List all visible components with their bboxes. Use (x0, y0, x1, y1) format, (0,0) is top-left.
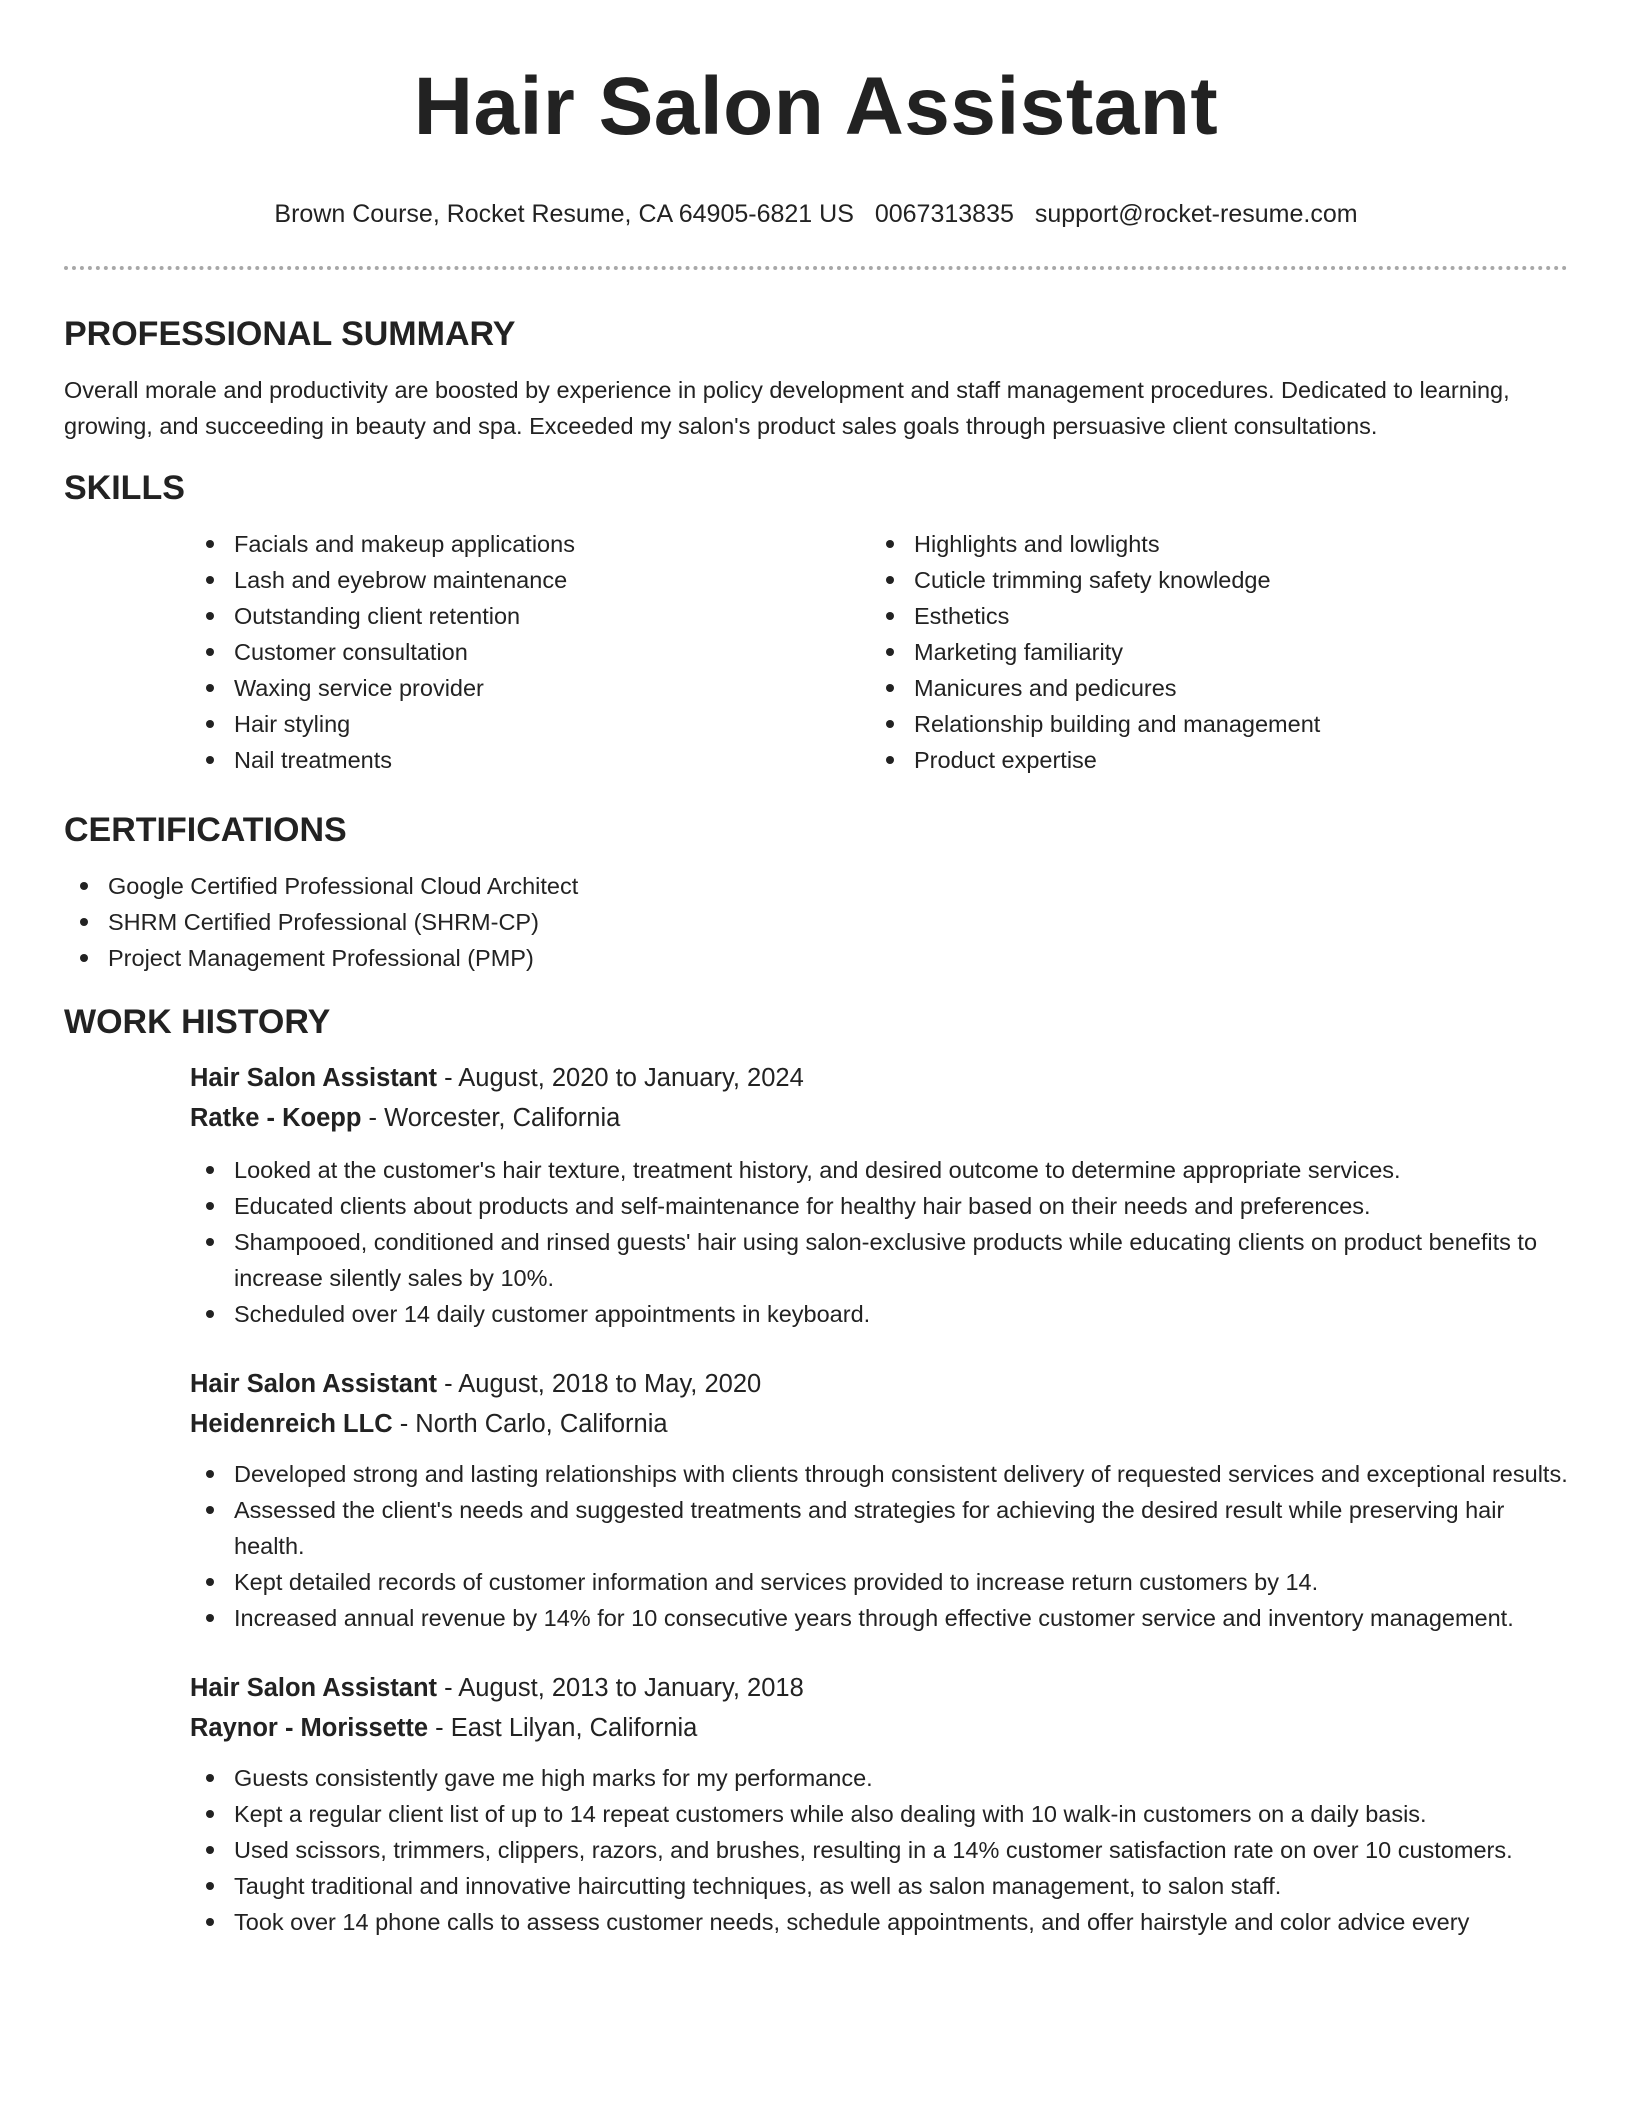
job-location: - Worcester, California (361, 1104, 621, 1132)
contact-address: Brown Course, Rocket Resume, CA 64905-6821 US (274, 200, 854, 228)
skills-list-right (870, 526, 1550, 778)
summary-text: Overall morale and productivity are boosted by experience in policy development and staff management procedures. Dedicated to learning, growing, and succeeding in beauty and spa. Exceeded my salon's product sales goals through persuasive client consultations. (64, 377, 1510, 439)
header-divider (64, 266, 1568, 270)
skill-item: Relationship building and management (870, 706, 1550, 742)
job-company: Heidenreich LLC (190, 1410, 393, 1438)
job-bullet: Kept a regular client list of up to 14 repeat customers while also dealing with 10 walk-in customers on a daily basis. (190, 1796, 1568, 1832)
certification-item: SHRM Certified Professional (SHRM-CP) (64, 904, 1568, 940)
work-history-section (64, 1000, 1568, 1940)
certification-item: Google Certified Professional Cloud Architect (64, 868, 1568, 904)
skill-item: Manicures and pedicures (870, 670, 1550, 706)
job-bullet: Scheduled over 14 daily customer appointments in keyboard. (190, 1296, 1568, 1332)
job-company-line (190, 1404, 1568, 1444)
skill-item: Facials and makeup applications (190, 526, 870, 562)
job-location: - North Carlo, California (392, 1410, 668, 1438)
job-title-line (190, 1058, 1568, 1098)
job-company: Raynor - Morissette (190, 1714, 429, 1742)
job-bullet: Increased annual revenue by 14% for 10 consecutive years through effective customer service and inventory management. (190, 1600, 1568, 1636)
contact-email: support@rocket-resume.com (1034, 200, 1358, 228)
job-role: Hair Salon Assistant (190, 1370, 438, 1398)
work-history-heading: WORK HISTORY (64, 1003, 331, 1041)
job-role: Hair Salon Assistant (190, 1064, 438, 1092)
skill-item: Product expertise (870, 742, 1550, 778)
job-bullet: Developed strong and lasting relationships with clients through consistent delivery of requested services and exceptional results. (190, 1456, 1568, 1492)
skill-item: Lash and eyebrow maintenance (190, 562, 870, 598)
job-company-line (190, 1708, 1568, 1748)
job-title-line (190, 1364, 1568, 1404)
resume-page (64, 0, 1568, 1940)
job-entry (190, 1668, 1568, 1940)
job-role: Hair Salon Assistant (190, 1674, 438, 1702)
contact-line (64, 198, 1568, 230)
skill-item: Esthetics (870, 598, 1550, 634)
job-bullet: Kept detailed records of customer information and services provided to increase return customers by 14. (190, 1564, 1568, 1600)
skill-item: Cuticle trimming safety knowledge (870, 562, 1550, 598)
job-bullet: Shampooed, conditioned and rinsed guests' hair using salon-exclusive products while educating clients on product benefits to increase silently sales by 10%. (190, 1224, 1568, 1296)
skill-item: Outstanding client retention (190, 598, 870, 634)
job-dates: - August, 2013 to January, 2018 (437, 1674, 804, 1702)
job-bullet: Assessed the client's needs and suggested treatments and strategies for achieving the desired result while preserving hair health. (190, 1492, 1568, 1564)
skill-item: Marketing familiarity (870, 634, 1550, 670)
summary-heading: PROFESSIONAL SUMMARY (64, 315, 516, 353)
job-bullets (64, 1456, 1568, 1636)
skill-item: Waxing service provider (190, 670, 870, 706)
certifications-section (64, 808, 1568, 976)
skills-section (64, 466, 1568, 778)
skill-item: Customer consultation (190, 634, 870, 670)
certifications-list (64, 868, 1568, 976)
job-location: - East Lilyan, California (428, 1714, 698, 1742)
skills-list-left (190, 526, 870, 778)
skill-item: Nail treatments (190, 742, 870, 778)
job-bullet: Looked at the customer's hair texture, treatment history, and desired outcome to determine appropriate services. (190, 1152, 1568, 1188)
skill-item: Highlights and lowlights (870, 526, 1550, 562)
job-bullet: Educated clients about products and self-maintenance for healthy hair based on their needs and preferences. (190, 1188, 1568, 1224)
job-company-line (190, 1098, 1568, 1138)
job-bullet: Taught traditional and innovative haircutting techniques, as well as salon management, to salon staff. (190, 1868, 1568, 1904)
skills-columns (190, 526, 1568, 778)
job-entry (190, 1058, 1568, 1332)
certification-item: Project Management Professional (PMP) (64, 940, 1568, 976)
job-entry (190, 1364, 1568, 1636)
job-dates: - August, 2020 to January, 2024 (437, 1064, 804, 1092)
job-bullet: Used scissors, trimmers, clippers, razors, and brushes, resulting in a 14% customer satisfaction rate on over 10 customers. (190, 1832, 1568, 1868)
job-bullets (64, 1760, 1568, 1940)
certifications-heading: CERTIFICATIONS (64, 811, 347, 849)
job-title-line (190, 1668, 1568, 1708)
job-bullets (64, 1152, 1568, 1332)
contact-phone: 0067313835 (874, 200, 1014, 228)
job-bullet: Guests consistently gave me high marks for my performance. (190, 1760, 1568, 1796)
skill-item: Hair styling (190, 706, 870, 742)
job-bullet: Took over 14 phone calls to assess customer needs, schedule appointments, and offer hairstyle and color advice every (190, 1904, 1568, 1940)
job-company: Ratke - Koepp (190, 1104, 362, 1132)
job-dates: - August, 2018 to May, 2020 (437, 1370, 762, 1398)
summary-section (64, 312, 1568, 444)
candidate-name: Hair Salon Assistant (413, 61, 1219, 152)
skills-heading: SKILLS (64, 469, 185, 507)
